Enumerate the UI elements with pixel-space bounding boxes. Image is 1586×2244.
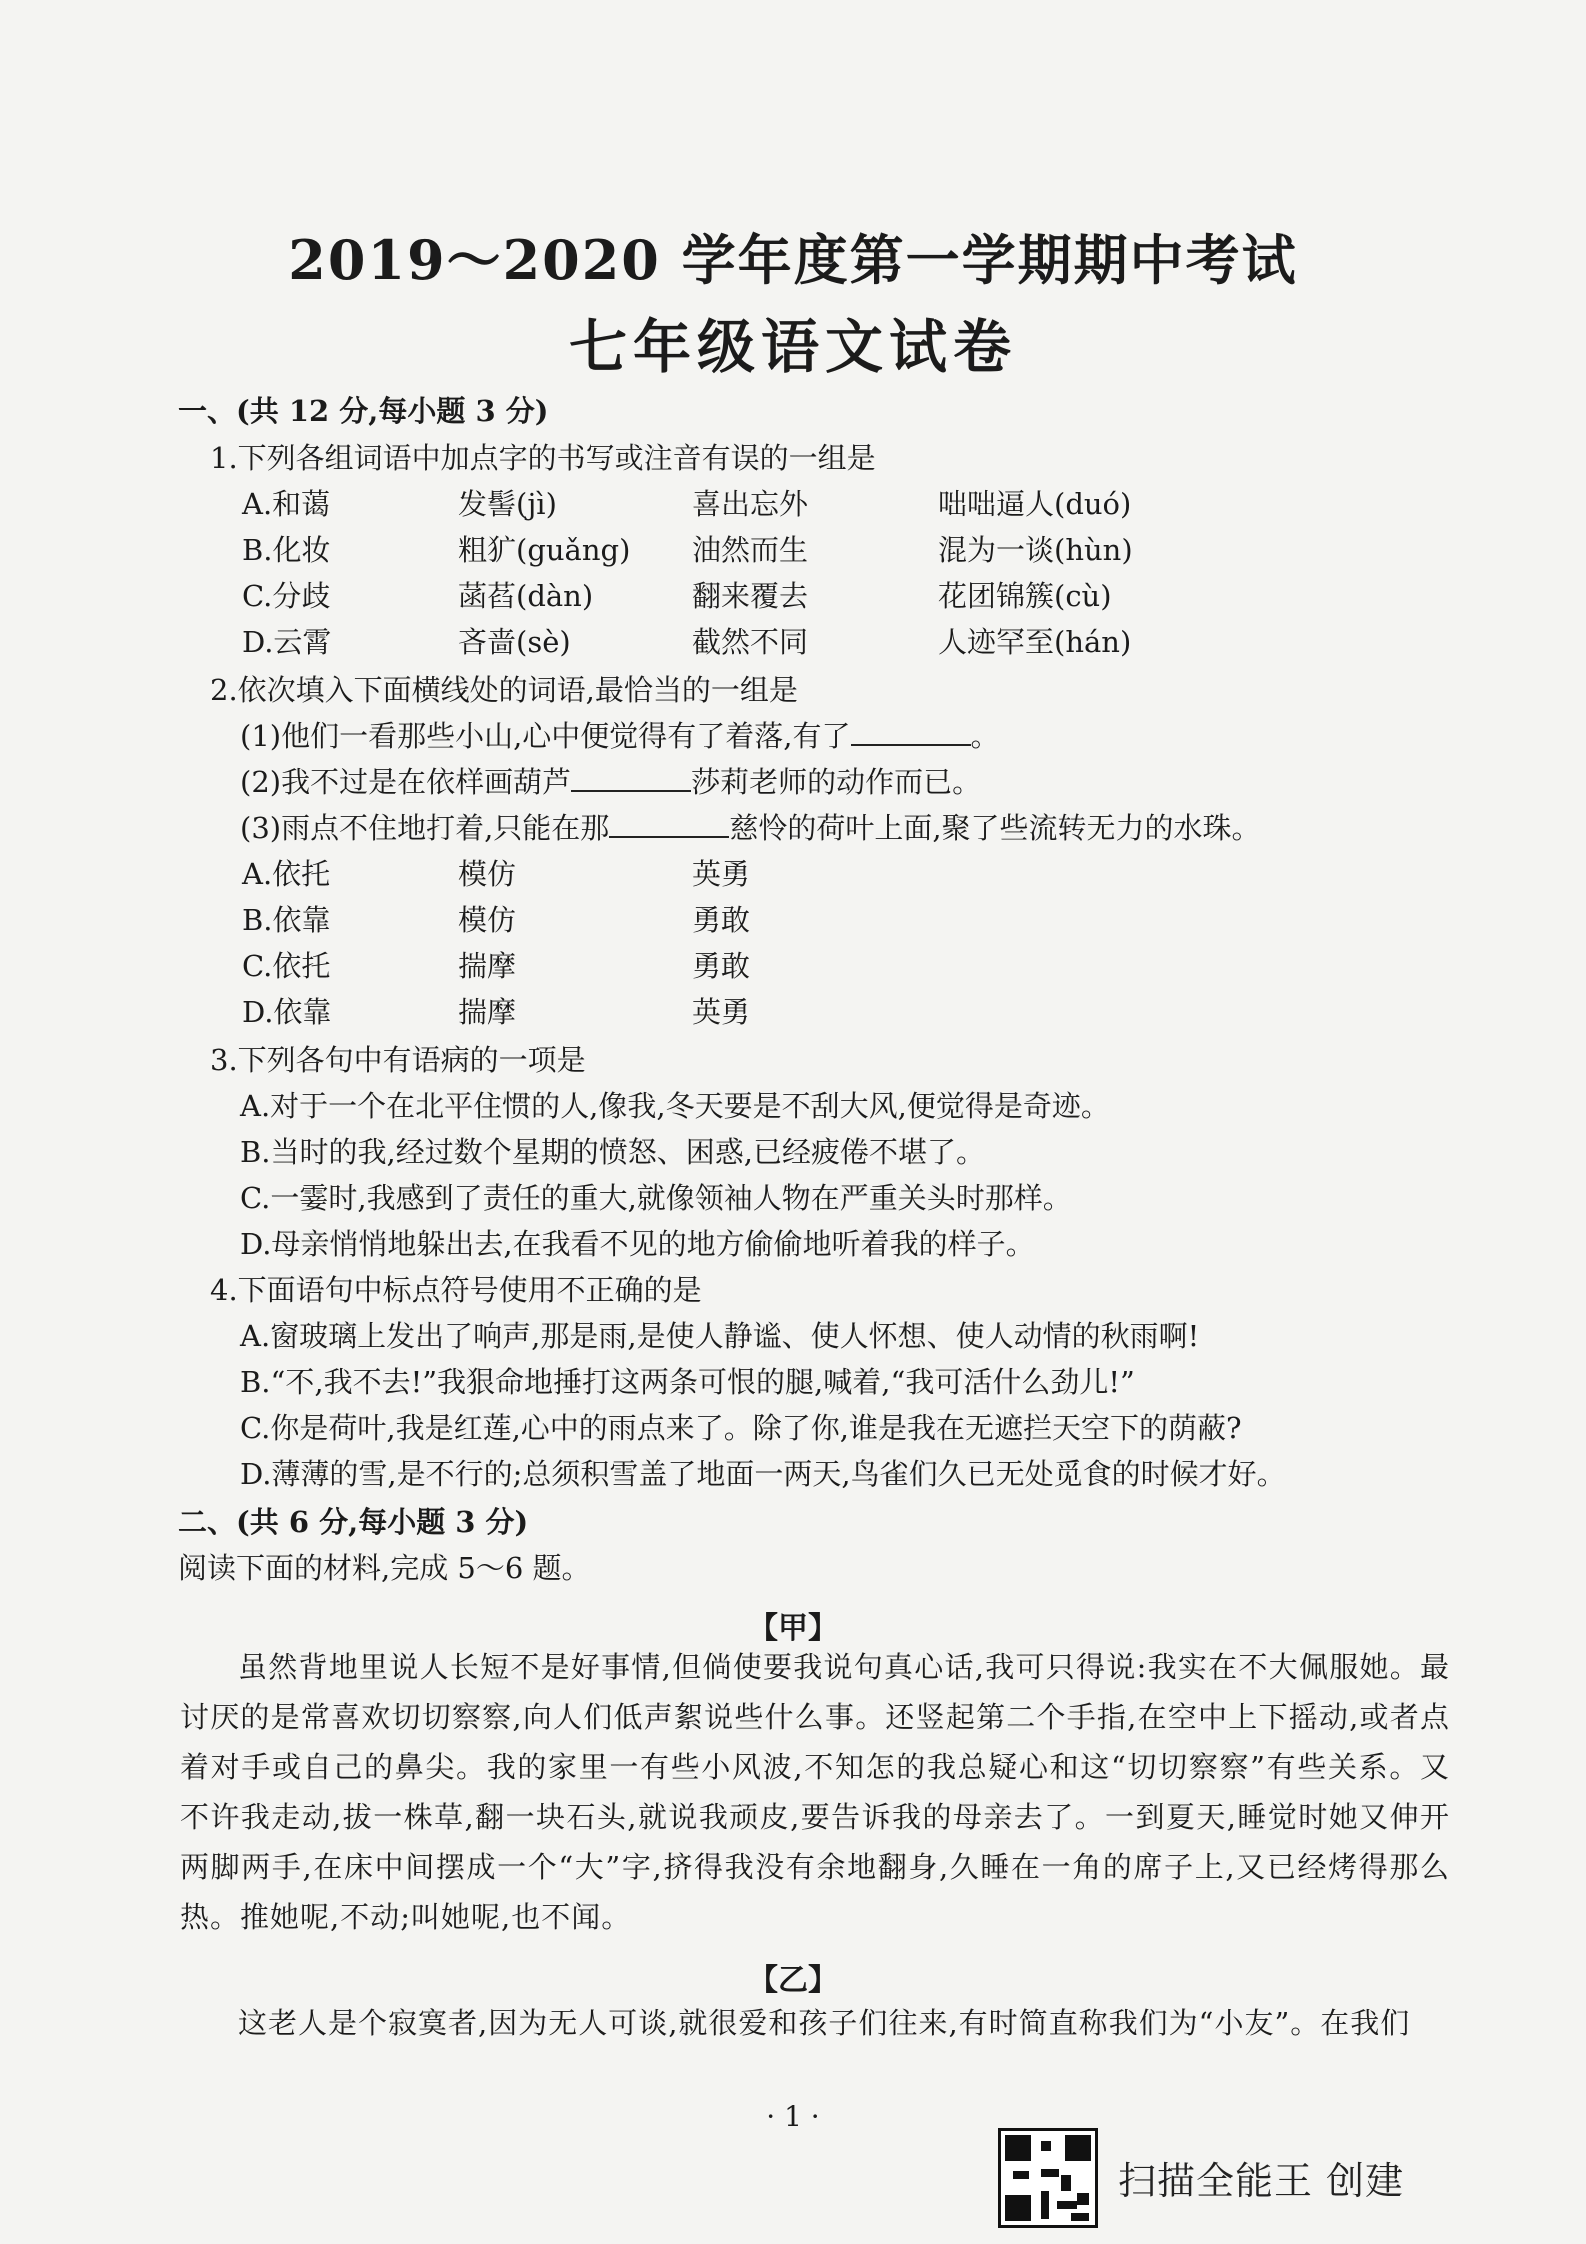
- q1-d-2: 吝啬(sè): [458, 625, 571, 659]
- passage-yi-label: 【乙】: [748, 1963, 838, 1998]
- q1-c-4: 花团锦簇(cù): [938, 579, 1112, 613]
- q2-sentence-3: [240, 810, 1261, 846]
- q2-s1-part1: (1)他们一看那些小山,心中便觉得有了着落,有了: [240, 719, 851, 753]
- q1-d-3: 截然不同: [692, 625, 809, 659]
- answer-blank: [851, 718, 971, 746]
- q1-c-1: C.分歧: [242, 579, 331, 613]
- q2-b-2: 模仿: [458, 903, 517, 937]
- q2-a-2: 模仿: [458, 857, 517, 891]
- q2-b-3: 勇敢: [692, 903, 751, 937]
- q2-c-3: 勇敢: [692, 949, 751, 983]
- q1-stem: 1.下列各组词语中加点字的书写或注音有误的一组是: [210, 441, 876, 475]
- exam-subtitle: 七年级语文试卷: [568, 313, 1017, 381]
- q3-option-d: D.母亲悄悄地躲出去,在我看不见的地方偷偷地听着我的样子。: [240, 1227, 1035, 1261]
- q1-b-1: B.化妆: [242, 533, 331, 567]
- q2-s1-part2: 。: [970, 719, 1000, 753]
- q2-s3-part2: 慈怜的荷叶上面,聚了些流转无力的水珠。: [729, 811, 1261, 845]
- passage-yi-text: 这老人是个寂寞者,因为无人可谈,就很爱和孩子们往来,有时简直称我们为“小友”。在我们: [238, 2006, 1411, 2040]
- q2-sentence-2: [240, 764, 981, 800]
- q1-a-2: 发髻(jì): [458, 487, 557, 521]
- section2-intro: 阅读下面的材料,完成 5～6 题。: [178, 1551, 591, 1585]
- exam-title: 2019～2020 学年度第一学期期中考试: [288, 228, 1298, 292]
- q1-d-4: 人迹罕至(hán): [938, 625, 1132, 659]
- q1-c-3: 翻来覆去: [692, 579, 809, 613]
- q1-b-4: 混为一谈(hùn): [938, 533, 1133, 567]
- q1-c-2: 菡萏(dàn): [458, 579, 594, 613]
- q2-sentence-1: [240, 718, 1000, 754]
- q1-b-2: 粗犷(guǎng): [458, 533, 631, 567]
- q4-option-c: C.你是荷叶,我是红莲,心中的雨点来了。除了你,谁是我在无遮拦天空下的荫蔽?: [240, 1411, 1242, 1445]
- passage-jia-text: 虽然背地里说人长短不是好事情,但倘使要我说句真心话,我可只得说:我实在不大佩服她。最讨厌的是常喜欢切切察察,向人们低声絮说些什么事。还竖起第二个手指,在空中上下摇动,或者点着对手或自己的鼻尖。我的家里一有些小风波,不知怎的我总疑心和这“切切察察”有些关系。又不许我走动,拔一株草,翻一块石头,就说我顽皮,要告诉我的母亲去了。一到夏天,睡觉时她又伸开两脚两手,在床中间摆成一个“大”字,挤得我没有余地翻身,久睡在一角的席子上,又已经烤得那么热。推她呢,不动;叫她呢,也不闻。: [180, 1650, 1450, 1934]
- q3-stem: 3.下列各句中有语病的一项是: [210, 1043, 586, 1077]
- q2-s3-part1: (3)雨点不住地打着,只能在那: [240, 811, 610, 845]
- answer-blank: [609, 810, 729, 838]
- section1-heading: 一、(共 12 分,每小题 3 分): [178, 394, 549, 428]
- q4-option-a: A.窗玻璃上发出了响声,那是雨,是使人静谧、使人怀想、使人动情的秋雨啊!: [240, 1319, 1200, 1353]
- q2-d-3: 英勇: [692, 995, 751, 1029]
- q1-a-1: A.和蔼: [242, 487, 331, 521]
- q1-a-4: 咄咄逼人(duó): [938, 487, 1132, 521]
- q1-a-3: 喜出忘外: [692, 487, 809, 521]
- q2-c-1: C.依托: [242, 949, 331, 983]
- q2-a-3: 英勇: [692, 857, 751, 891]
- qr-code-icon: [998, 2128, 1098, 2228]
- q3-option-c: C.一霎时,我感到了责任的重大,就像领袖人物在严重关头时那样。: [240, 1181, 1072, 1215]
- q4-stem: 4.下面语句中标点符号使用不正确的是: [210, 1273, 702, 1307]
- q2-a-1: A.依托: [242, 857, 331, 891]
- q2-c-2: 揣摩: [458, 949, 517, 983]
- q3-option-a: A.对于一个在北平住惯的人,像我,冬天要是不刮大风,便觉得是奇迹。: [240, 1089, 1110, 1123]
- q2-s2-part2: 莎莉老师的动作而已。: [691, 765, 982, 799]
- section2-heading: 二、(共 6 分,每小题 3 分): [178, 1505, 529, 1539]
- scanner-watermark: 扫描全能王 创建: [1118, 2159, 1405, 2203]
- q2-stem: 2.依次填入下面横线处的词语,最恰当的一组是: [210, 673, 798, 707]
- q1-b-3: 油然而生: [692, 533, 809, 567]
- answer-blank: [571, 764, 691, 792]
- q3-option-b: B.当时的我,经过数个星期的愤怒、困惑,已经疲倦不堪了。: [240, 1135, 985, 1169]
- passage-jia-label: 【甲】: [748, 1611, 838, 1646]
- q2-s2-part1: (2)我不过是在依样画葫芦: [240, 765, 572, 799]
- q2-d-1: D.依靠: [242, 995, 332, 1029]
- q4-option-d: D.薄薄的雪,是不行的;总须积雪盖了地面一两天,鸟雀们久已无处觅食的时候才好。: [240, 1457, 1286, 1491]
- q2-d-2: 揣摩: [458, 995, 517, 1029]
- page-number: · 1 ·: [766, 2100, 820, 2133]
- q4-option-b: B.“不,我不去!”我狠命地捶打这两条可恨的腿,喊着,“我可活什么劲儿!”: [240, 1365, 1135, 1399]
- q1-d-1: D.云霄: [242, 625, 332, 659]
- q2-b-1: B.依靠: [242, 903, 331, 937]
